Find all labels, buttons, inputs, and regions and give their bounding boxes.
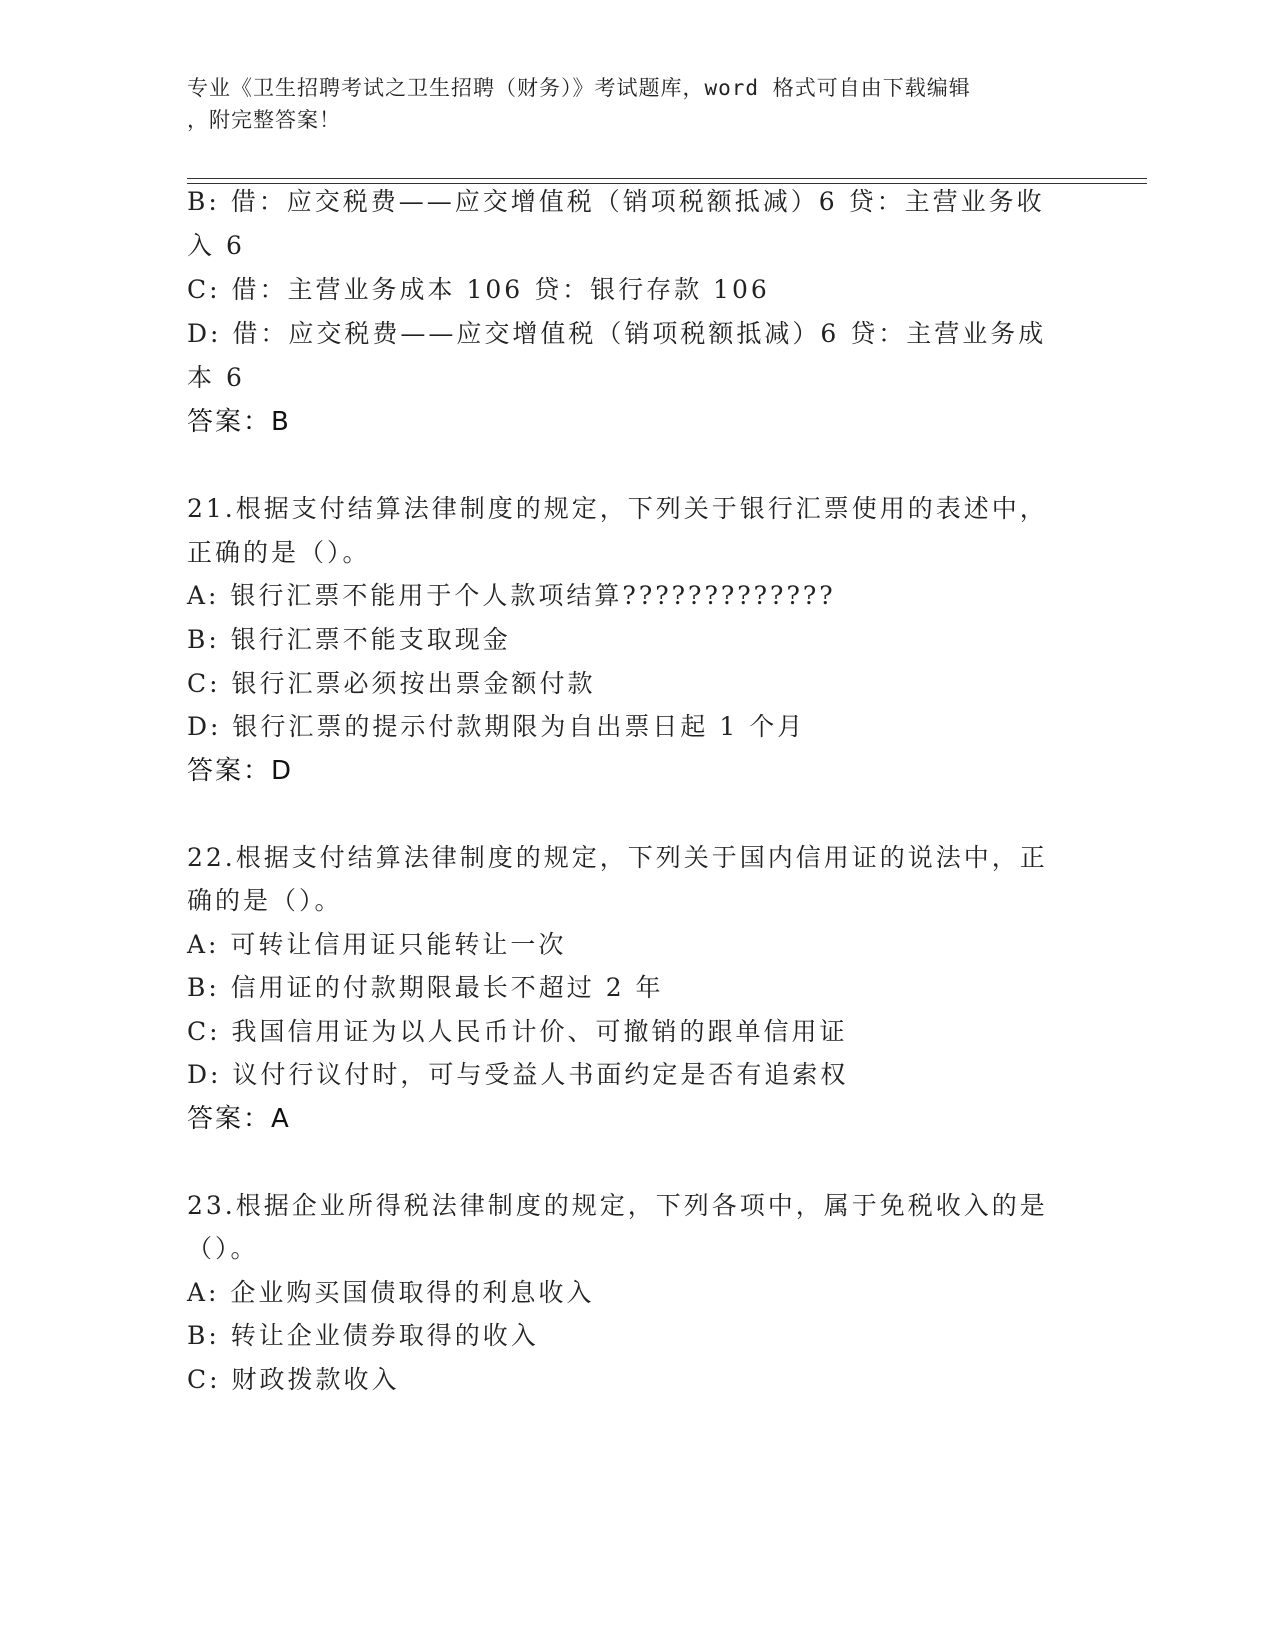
header-line-1: 专业《卫生招聘考试之卫生招聘（财务）》考试题库，word 格式可自由下载编辑 (187, 76, 971, 100)
q22-option-a: A: 可转让信用证只能转让一次 (187, 930, 567, 959)
q21-option-d: D: 银行汇票的提示付款期限为自出票日起 1 个月 (187, 712, 806, 741)
q20-option-b-line1: B: 借：应交税费——应交增值税（销项税额抵减）6 贷：主营业务收 (187, 187, 1045, 216)
q21-answer: 答案：D (187, 756, 294, 786)
q20-option-c: C: 借：主营业务成本 106 贷：银行存款 106 (187, 275, 770, 304)
document-header (187, 72, 1067, 136)
q21-stem-line2: 正确的是（）。 (187, 538, 371, 567)
q22-option-c: C: 我国信用证为以人民币计价、可撤销的跟单信用证 (187, 1017, 848, 1046)
q22-option-d: D: 议付行议付时，可与受益人书面约定是否有追索权 (187, 1060, 849, 1089)
q23-option-b: B: 转让企业债券取得的收入 (187, 1321, 539, 1350)
q23-option-a: A: 企业购买国债取得的利息收入 (187, 1278, 595, 1307)
q23-stem-line1: 23.根据企业所得税法律制度的规定，下列各项中，属于免税收入的是 (187, 1191, 1048, 1220)
q23-option-c: C: 财政拨款收入 (187, 1365, 400, 1394)
q22-answer: 答案：A (187, 1104, 291, 1134)
q22-stem-line2: 确的是（）。 (187, 886, 343, 915)
q21-option-b: B: 银行汇票不能支取现金 (187, 625, 511, 654)
q21-option-a: A: 银行汇票不能用于个人款项结算????????????? (187, 581, 836, 610)
q20-answer: 答案：B (187, 407, 291, 437)
q23-stem-line2: （）。 (187, 1234, 259, 1263)
q20-option-d-line2: 本 6 (187, 363, 245, 392)
q22-stem-line1: 22.根据支付结算法律制度的规定，下列关于国内信用证的说法中，正 (187, 843, 1048, 872)
q20-option-b-line2: 入 6 (187, 231, 245, 260)
header-divider-top (187, 178, 1147, 179)
q20-option-d-line1: D: 借：应交税费——应交增值税（销项税额抵减）6 贷：主营业务成 (187, 319, 1047, 348)
q21-option-c: C: 银行汇票必须按出票金额付款 (187, 669, 596, 698)
q22-option-b: B: 信用证的付款期限最长不超过 2 年 (187, 973, 664, 1002)
header-line-2: ，附完整答案！ (187, 108, 341, 132)
q21-stem-line1: 21.根据支付结算法律制度的规定，下列关于银行汇票使用的表述中， (187, 494, 1048, 523)
header-divider-bottom (187, 183, 1147, 184)
